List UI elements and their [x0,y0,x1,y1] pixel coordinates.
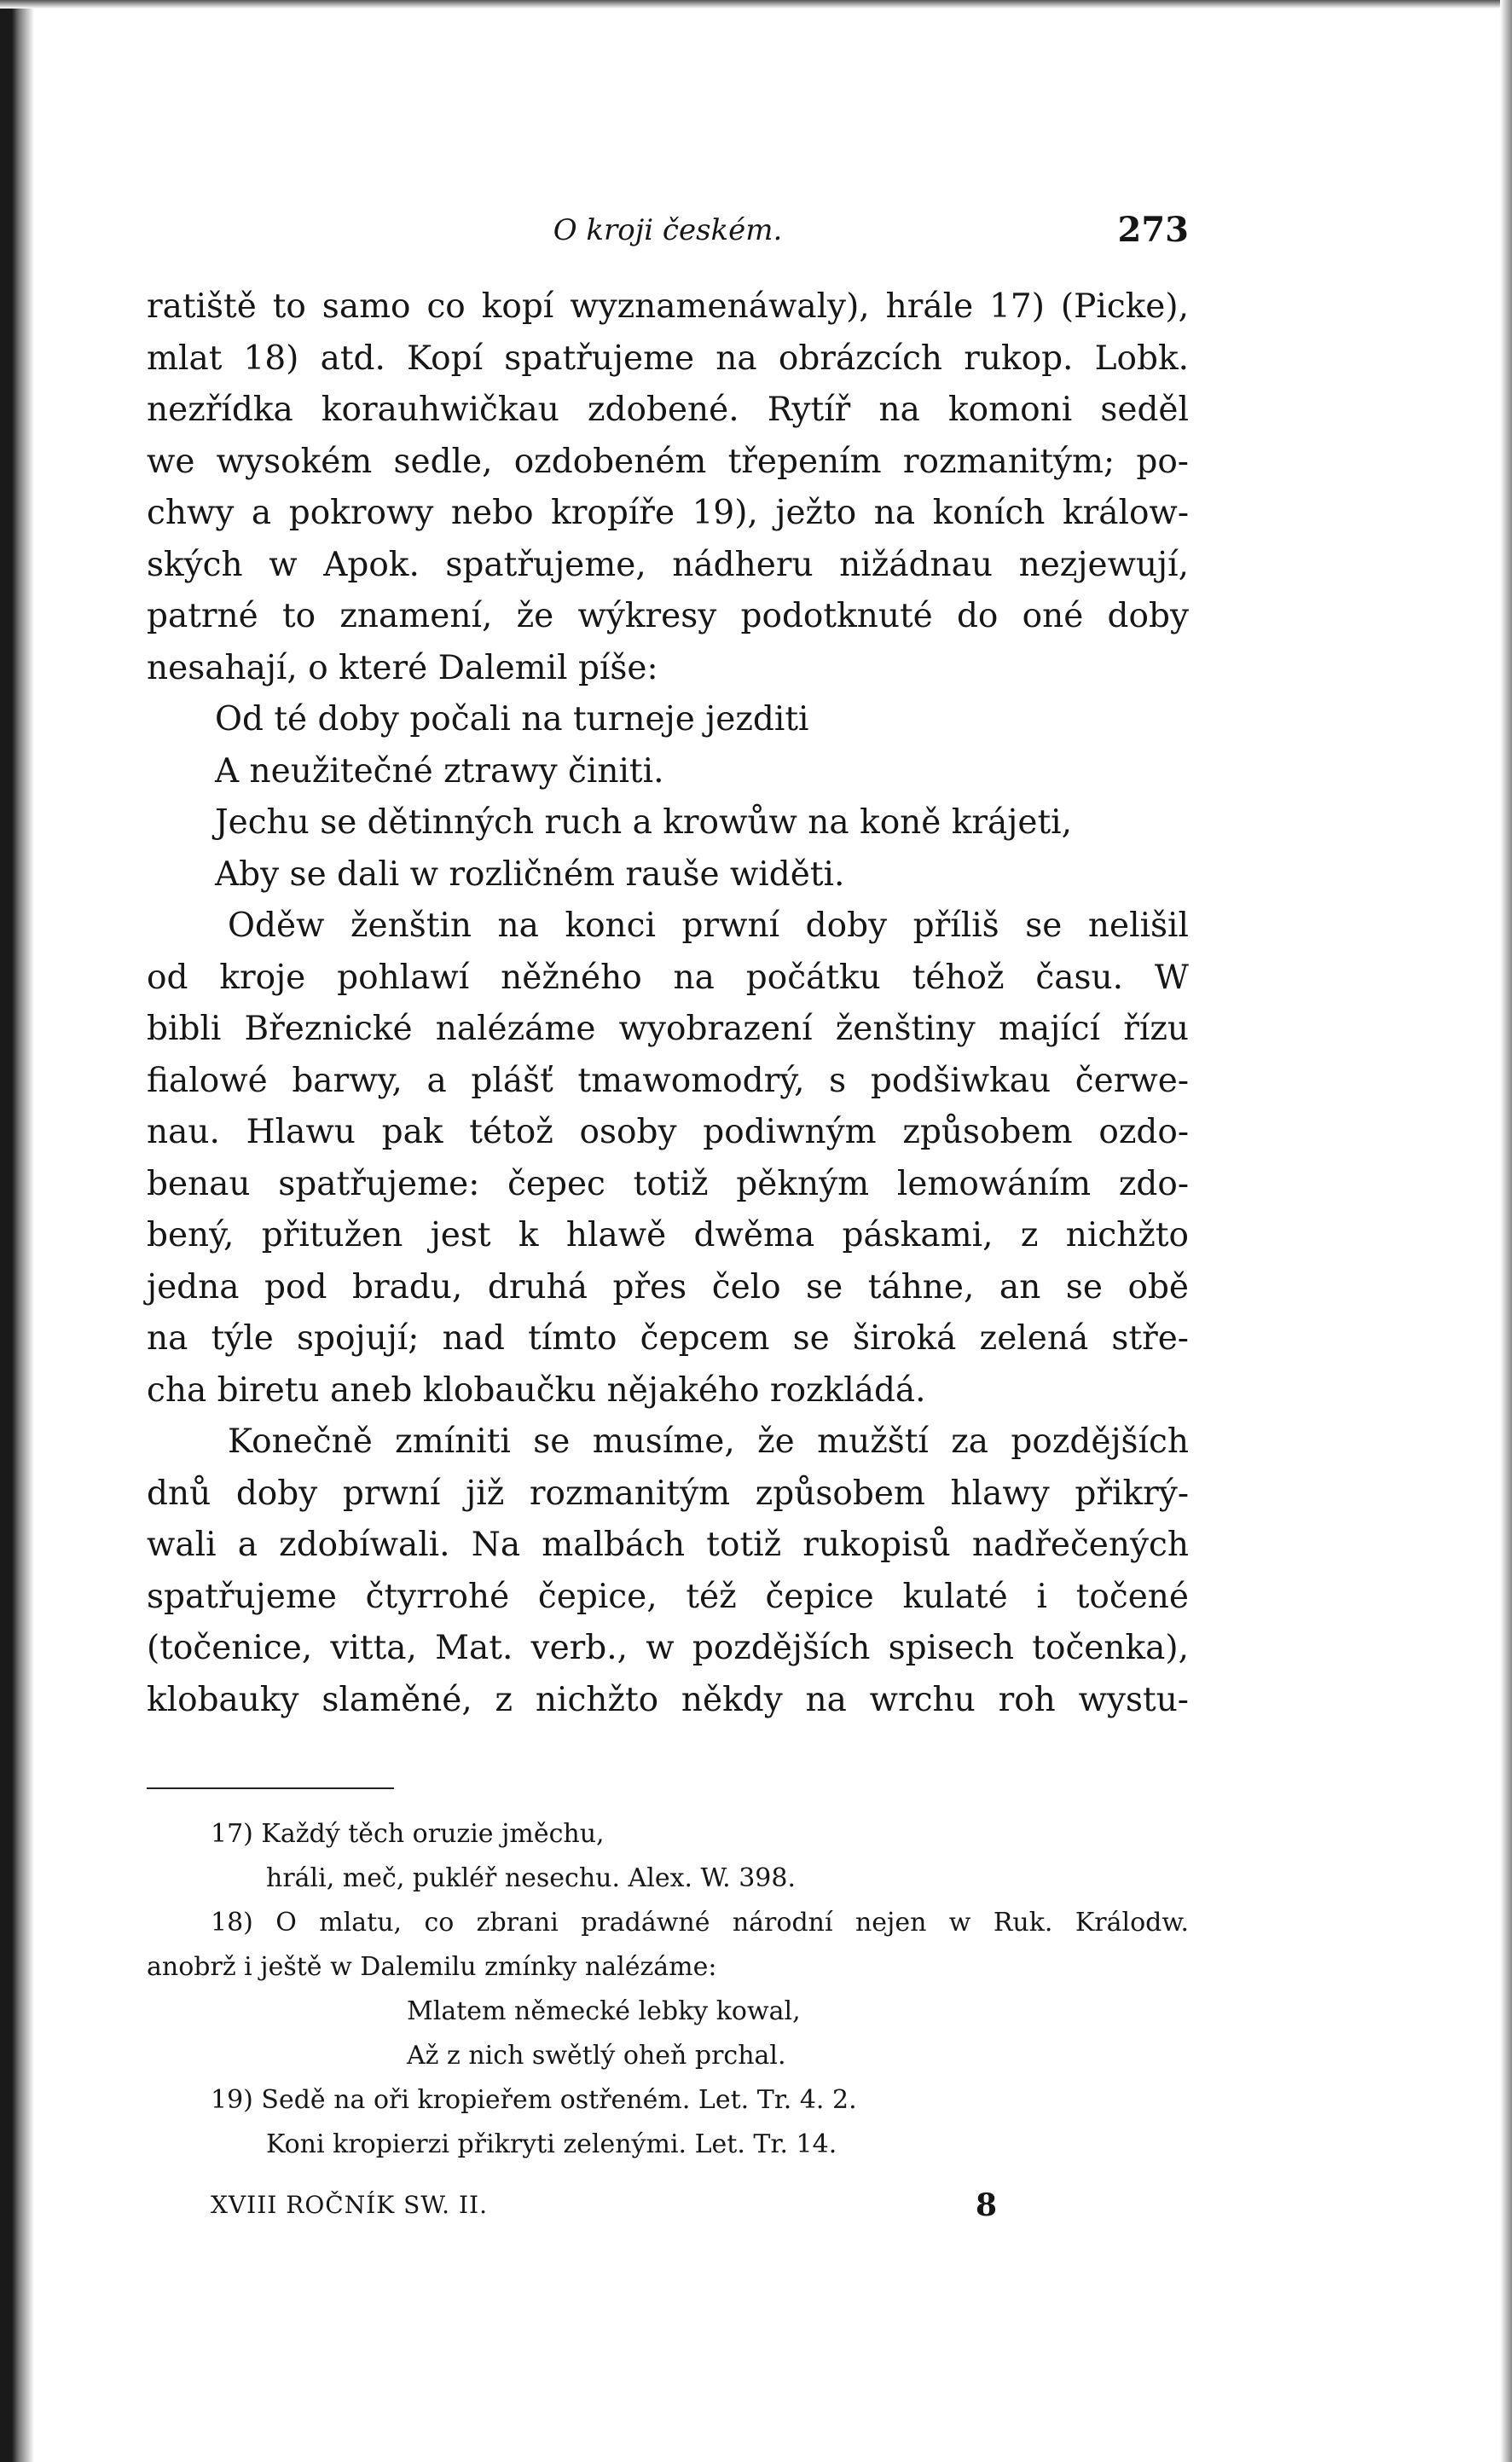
footnote-line: 19) Sedě na oři kropieřem ostřeném. Let. Tr. 4. 2. [211,2085,857,2115]
footnote-rule [147,1787,394,1789]
page-number: 273 [1117,210,1189,250]
verse-line: A neužitečné ztrawy činiti. [215,751,664,791]
verse-line: Od té doby počali na turneje jezditi [215,700,809,739]
text-line: mlat 18) atd. Kopí spatřujeme na obrázcích rukop. Lobk. [147,339,1189,378]
footnote-verse: Mlatem německé lebky kowal, [407,1996,801,2026]
text-line: klobauky slaměné, z nichžto někdy na wrchu roh wystu- [147,1680,1189,1719]
text-line: nau. Hlawu pak tétož osoby podiwným způsobem ozdo- [147,1113,1189,1151]
running-header [147,205,1189,256]
text-line: fialowé barwy, a plášť tmawomodrý, s podšiwkau čerwe- [147,1061,1189,1100]
footnote-line: 17) Každý těch oruzie jměchu, [211,1819,605,1849]
sheet-number: 8 [976,2187,998,2223]
text-line: patrné to znamení, že wýkresy podotknuté do oné doby [147,597,1189,635]
text-line: ských w Apok. spatřujeme, nádheru nižádnau nezjewují, [147,545,1189,584]
text-line: Konečně zmíniti se musíme, že mužští za pozdějších [228,1422,1189,1461]
footnote-line: anobrž i ještě w Dalemilu zmínky nalézáme: [147,1952,717,1982]
footnotes [147,1812,1189,2167]
page-edge-left [0,0,34,2462]
text-line: chwy a pokrowy nebo kropíře 19), ježto na koních králow- [147,494,1189,532]
page-edge-right [1500,0,1512,2462]
footnote-line: 18) O mlatu, co zbrani pradáwné národní nejen w Ruk. Králodw. [211,1908,1189,1938]
text-line: bený, přitužen jest k hlawě dwěma páskami, z nichžto [147,1216,1189,1254]
text-line: spatřujeme čtyrrohé čepice, též čepice kulaté i točené [147,1577,1189,1616]
text-line: bibli Březnické nalézáme wyobrazení ženštiny mající řízu [147,1010,1189,1048]
printer-signature: XVIII ROČNÍK SW. II. [211,2191,488,2219]
footnote-line: Koni kropierzi přikryti zelenými. Let. Tr. 14. [266,2129,837,2159]
running-title: O kroji českém. [553,213,783,247]
text-line: Oděw ženštin na konci prwní doby příliš se nelišil [228,907,1189,945]
text-line: jedna pod bradu, druhá přes čelo se táhne, an se obě [147,1267,1189,1306]
text-line: (točenice, vitta, Mat. verb., w pozdějších spisech točenka), [147,1629,1189,1667]
text-line: nesahají, o které Dalemil píše: [147,648,658,687]
text-line: na týle spojují; nad tímto čepcem se široká zelená stře- [147,1319,1189,1358]
main-text [147,281,1189,1726]
verse-line: Aby se dali w rozličném rauše widěti. [215,854,845,894]
page-edge-top [0,0,1512,9]
text-line: nezřídka korauhwičkau zdobené. Rytíř na komoni seděl [147,391,1189,429]
text-line: benau spatřujeme: čepec totiž pěkným lemowáním zdo- [147,1164,1189,1203]
text-line: wali a zdobíwali. Na malbách totiž rukopisů nadřečených [147,1526,1189,1564]
verse-line: Jechu se dětinných ruch a krowůw na koně krájeti, [215,803,1073,842]
text-line: cha biretu aneb klobaučku nějakého rozkládá. [147,1370,926,1410]
page-footer [147,2181,1189,2229]
text-line: we wysokém sedle, ozdobeném třepením rozmanitým; po- [147,442,1189,481]
text-line: od kroje pohlawí něžného na počátku téhož času. W [147,958,1189,997]
footnote-line: hráli, meč, pukléř nesechu. Alex. W. 398. [266,1863,797,1893]
footnote-verse: Až z nich swětlý oheň prchal. [407,2041,786,2071]
text-line: ratiště to samo co kopí wyznamenáwaly), hrále 17) (Picke), [147,287,1189,326]
text-line: dnů doby prwní již rozmanitým způsobem hlawy přikrý- [147,1474,1189,1513]
